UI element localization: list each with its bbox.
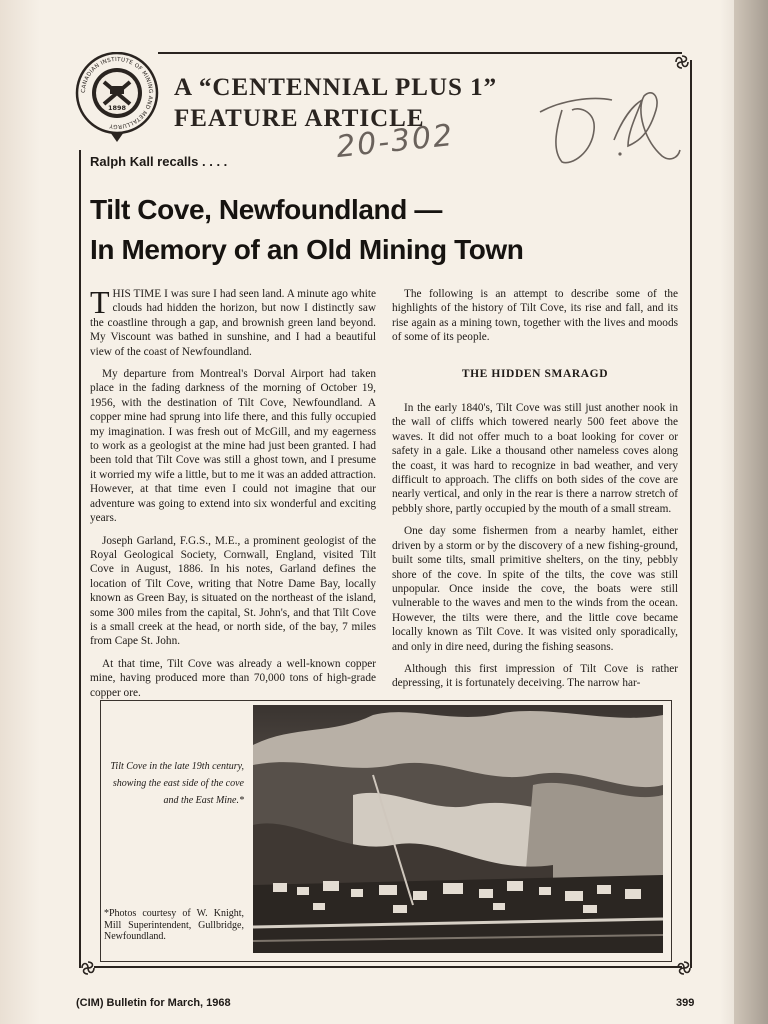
- corner-ornament-icon: [676, 960, 692, 976]
- page-edge-shadow: [734, 0, 768, 1024]
- paragraph: The following is an attempt to describe some of the highlights of the history of Tilt Cove, its rise and fall, and its rise again as a mining town, together with the lives and moods of some of its people.: [392, 288, 678, 344]
- tilt-cove-photo: [253, 705, 663, 953]
- paragraph-text: HIS TIME I was sure I had seen land. A minute ago white clouds had hidden the horizon, but now I distinctly saw the coastline through a gap, and brownish green land beyond. My Viscount was bathed in sunshine, and I had a beautiful view of the coast of Newfoundland.: [90, 288, 376, 358]
- handwritten-signature: [532, 70, 682, 180]
- frame-right-rule: [690, 60, 692, 968]
- page-number: 399: [676, 997, 695, 1009]
- paragraph: In the early 1840's, Tilt Cove was still just another nook in the wall of cliffs which towered nearly 500 feet above the waves. It did not offer much to a boat looking for cover or safety in a gale. Like a thousand other nameless coves along the coast, it was hard to recognize in bad weather, and very difficult to approach. The cliffs on both sides of the cove are nearly vertical, and only in the rear is there a narrow stretch of pebbly shore, partly occupied by the mouth of a small stream.: [392, 402, 678, 515]
- seal-year: 1898: [107, 104, 127, 112]
- paragraph: My departure from Montreal's Dorval Airport had taken place in the fading darkness of the morning of October 19, 1956, with the destination of Tilt Cove, Newfoundland. A copper mine had sprung into life there, and this fully occupied my imagination. I was fresh out of McGill, and my eagerness to work as a geologist at the mine had just been granted. I had been told that Tilt Cove was still a ghost town, and I presume it worried my wife a little, but to me it was an added attraction. However, at that time even I could not imagine that our adventure was going to extend into six wonderful and exciting years.: [90, 368, 376, 525]
- section-subhead: THE HIDDEN SMARAGD: [461, 367, 609, 380]
- drop-cap: T: [90, 284, 110, 320]
- frame-bottom-rule: [94, 966, 682, 968]
- paragraph: Joseph Garland, F.G.S., M.E., a prominent geologist of the Royal Geological Society, Cornwall, England, visited Tilt Cove in August, 1886. In his notes, Garland defines the location of Tilt Cove, writing that Notre Dame Bay, locally known as Green Bay, is situated on the northeast of the island, some 300 miles from the capital, St. John's, and that Tilt Cove is a small creek at the head, or north side, of the bay, 7 miles from Cape St. John.: [90, 534, 376, 648]
- feature-heading: [174, 72, 554, 134]
- corner-ornament-icon: [674, 54, 690, 70]
- corner-ornament-icon: [80, 960, 96, 976]
- title-line-2: In Memory of an Old Mining Town: [90, 234, 524, 265]
- paragraph: One day some fishermen from a nearby hamlet, either driven by a storm or by the discovery of a new fishing-ground, built some tilts, small primitive shelters, on the tiny, pebbly shore of the cove. In spite of the tilts, the cove was still unpopular. Once inside the cove, the boats were still vulnerable to the waves and men to the winds from the ocean. However, the tilts were there, and the little cove became locally known as Tilt Cove. It was visited only sporadically, and only in dire need, during the fishing seasons.: [392, 525, 678, 653]
- feature-line-2: FEATURE ARTICLE: [174, 105, 425, 132]
- seal-ring-text: CANADIAN INSTITUTE OF MINING AND METALLURGY: [80, 56, 154, 130]
- paragraph: [90, 284, 376, 359]
- title-line-1: Tilt Cove, Newfoundland —: [90, 194, 442, 225]
- article-column-right: [392, 287, 678, 699]
- byline: Ralph Kall recalls . . . .: [90, 154, 228, 169]
- feature-line-1: A “CENTENNIAL PLUS 1”: [174, 74, 498, 101]
- handwritten-number: 20-302: [334, 117, 456, 166]
- figure-caption: Tilt Cove in the late 19th century, showing the east side of the cove and the East Mine.*: [110, 761, 244, 806]
- article-title: [90, 190, 650, 270]
- cim-seal-logo: [74, 52, 160, 144]
- frame-top-rule: [158, 52, 682, 54]
- photo-credit: *Photos courtesy of W. Knight, Mill Superintendent, Gullbridge, Newfoundland.: [104, 908, 244, 942]
- footer-publication: (CIM) Bulletin for March, 1968: [76, 997, 231, 1009]
- frame-left-rule: [79, 150, 81, 968]
- paragraph: At that time, Tilt Cove was already a well-known copper mine, having produced more than 70,000 tons of high-grade copper ore.: [90, 657, 376, 699]
- paragraph: Although this first impression of Tilt Cove is rather depressing, it is fortunately deceiving. The narrow har-: [392, 662, 678, 690]
- article-column-left: [90, 284, 376, 708]
